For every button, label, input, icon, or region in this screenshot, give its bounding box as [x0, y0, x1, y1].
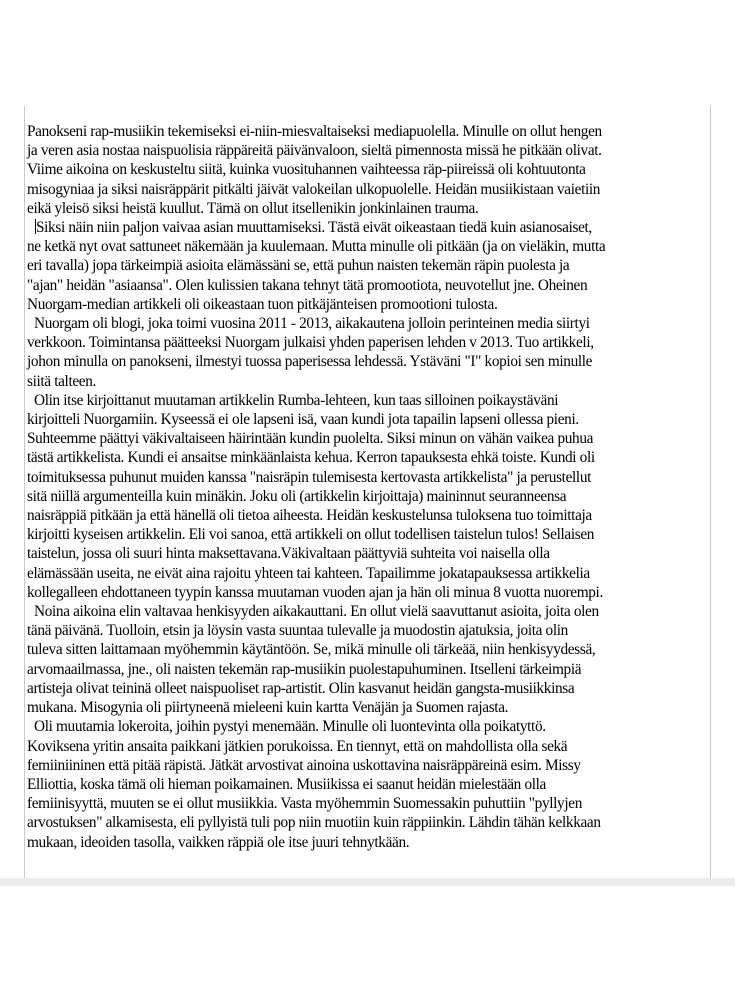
- paragraph-3[interactable]: Nuorgam oli blogi, joka toimi vuosina 2011 - 2013, aikakautena jolloin perinteinen media siirtyi verkkoon. Toimintansa päätteeksi Nuorgam julkaisi yhden paperisen lehden v 2013. Tuo artikkeli, johon minulla on panokseni, ilmestyi tuossa paperisessa lehdessä. Ystäväni "I" kopioi sen minulle siitä talteen.: [27, 315, 594, 390]
- paragraph-6[interactable]: Oli muutamia lokeroita, joihin pystyi menemään. Minulle oli luontevinta olla poikatyttö. Koviksena yritin ansaita paikkani jätkien porukoissa. En tiennyt, että on mahdollista olla sekä femiiniininen että pitää räpistä. Jätkät arvostivat ainoina uskottavina naisräppäreinä esim. Missy Elliottia, koska tämä oli hieman poikamainen. Musiikissa ei saanut heidän mielestään olla femiinisyyttä, muuten se ei ollut musiikkia. Vasta myöhemmin Suomessakin puhuttiin "pyllyjen arvostuksen" alkamisesta, eli pyllyistä tuli pop niin muotiin kuin räppiinkin. Lähdin tähän kelkkaan mukaan, ideoiden tasolla, vaikken räppiä ole itse juuri tehnytkään.: [27, 718, 601, 851]
- paragraph-2-text: Siksi näin niin paljon vaivaa asian muuttamiseksi. Tästä eivät oikeastaan tiedä kuin asianosaiset, ne ketkä nyt ovat sattuneet näkemään ja kuulemaan. Mutta minulle oli pitkään (ja on vieläkin, mutta eri tavalla) jopa tärkeimpiä asioita elämässäni se, että puhun naisten tekemän räpin puolesta ja "ajan" heidän "asiaansa". Olen kulissien takana tehnyt tätä promootiota, neuvotellut jne. Oheinen Nuorgam-median artikkeli oli oikeastaan tuon pitkäjänteisen promootioni tulosta.: [27, 219, 606, 313]
- paragraph-1[interactable]: Panokseni rap-musiikin tekemiseksi ei-niin-miesvaltaiseksi mediapuolella. Minulle on ollut hengen ja veren asia nostaa naispuolisia räppäreitä päivänvaloon, sieltä pimennosta missä he pitkään olivat. Viime aikoina on keskusteltu siitä, kuinka vuosituhannen vaihteessa räp-piireissä oli kohtuutonta misogyniaa ja siksi naisräppärit pitkälti jäivät valokeilan ulkopuolelle. Heidän musiikistaan vaietiin eikä yleisö siksi heistä kuullut. Tämä on ollut itsellenikin jonkinlainen trauma.: [27, 123, 602, 217]
- document-body[interactable]: [27, 122, 711, 852]
- paragraph-4[interactable]: Olin itse kirjoittanut muutaman artikkelin Rumba-lehteen, kun taas silloinen poikaystäväni kirjoitteli Nuorgamiin. Kyseessä ei ole lapseni isä, vaan kundi jota tapailin lapseni ollessa pieni. Suhteemme päättyi väkivaltaiseen häirintään kundin puolelta. Siksi minun on vähän vaikea puhua tästä artikkelista. Kundi ei ansaitse minkäänlaista kehua. Kerron tapauksesta ehkä toiste. Kundi oli toimituksessa puhunut muiden kanssa "naisräpin tulemisesta kertovasta artikkelista" ja perustellut sitä niillä argumenteilla kuin minäkin. Joku oli (artikkelin kirjoittaja) maininnut seuranneensa naisräppiä pitkään ja että hänellä oli tietoa aiheesta. Heidän keskustelunsa tuloksena tuo toimittaja kirjoitti kyseisen artikkelin. Eli voi sanoa, että artikkeli on ollut todellisen taistelun tulos! Sellaisen taistelun, jossa oli suuri hinta maksettavana.Väkivaltaan päättyviä suhteita voi naisella olla elämässään useita, ne eivät aina rajoitu yhteen tai kahteen. Tapailimme jokatapauksessa artikkelia kollegalleen ehdottaneen tyypin kanssa muutaman vuoden ajan ja hän oli minua 8 vuotta nuorempi.: [27, 391, 603, 601]
- paragraph-2[interactable]: [27, 218, 711, 314]
- left-margin-guide: [24, 106, 25, 878]
- page-bottom-edge: [0, 878, 735, 886]
- paragraph-5[interactable]: Noina aikoina elin valtavaa henkisyyden aikakauttani. En ollut vielä saavuttanut asioita, joita olen tänä päivänä. Tuolloin, etsin ja löysin vasta suuntaa tulevalle ja muodostin ajatuksia, joita olin tuleva sitten laittamaan myöhemmin käytäntöön. Se, mikä minulle oli tärkeää, niin henkisyydessä, arvomaailmassa, jne., oli naisten tekemän rap-musiikin puolestapuhuminen. Itselleni tärkeimpiä artisteja olivat teininä olleet naispuoliset rap-artistit. Olin kasvanut heidän gangsta-musiikkinsa mukana. Misogynia oli piirtyneenä mieleeni kuin kartta Venäjän ja Suomen rajasta.: [27, 603, 599, 717]
